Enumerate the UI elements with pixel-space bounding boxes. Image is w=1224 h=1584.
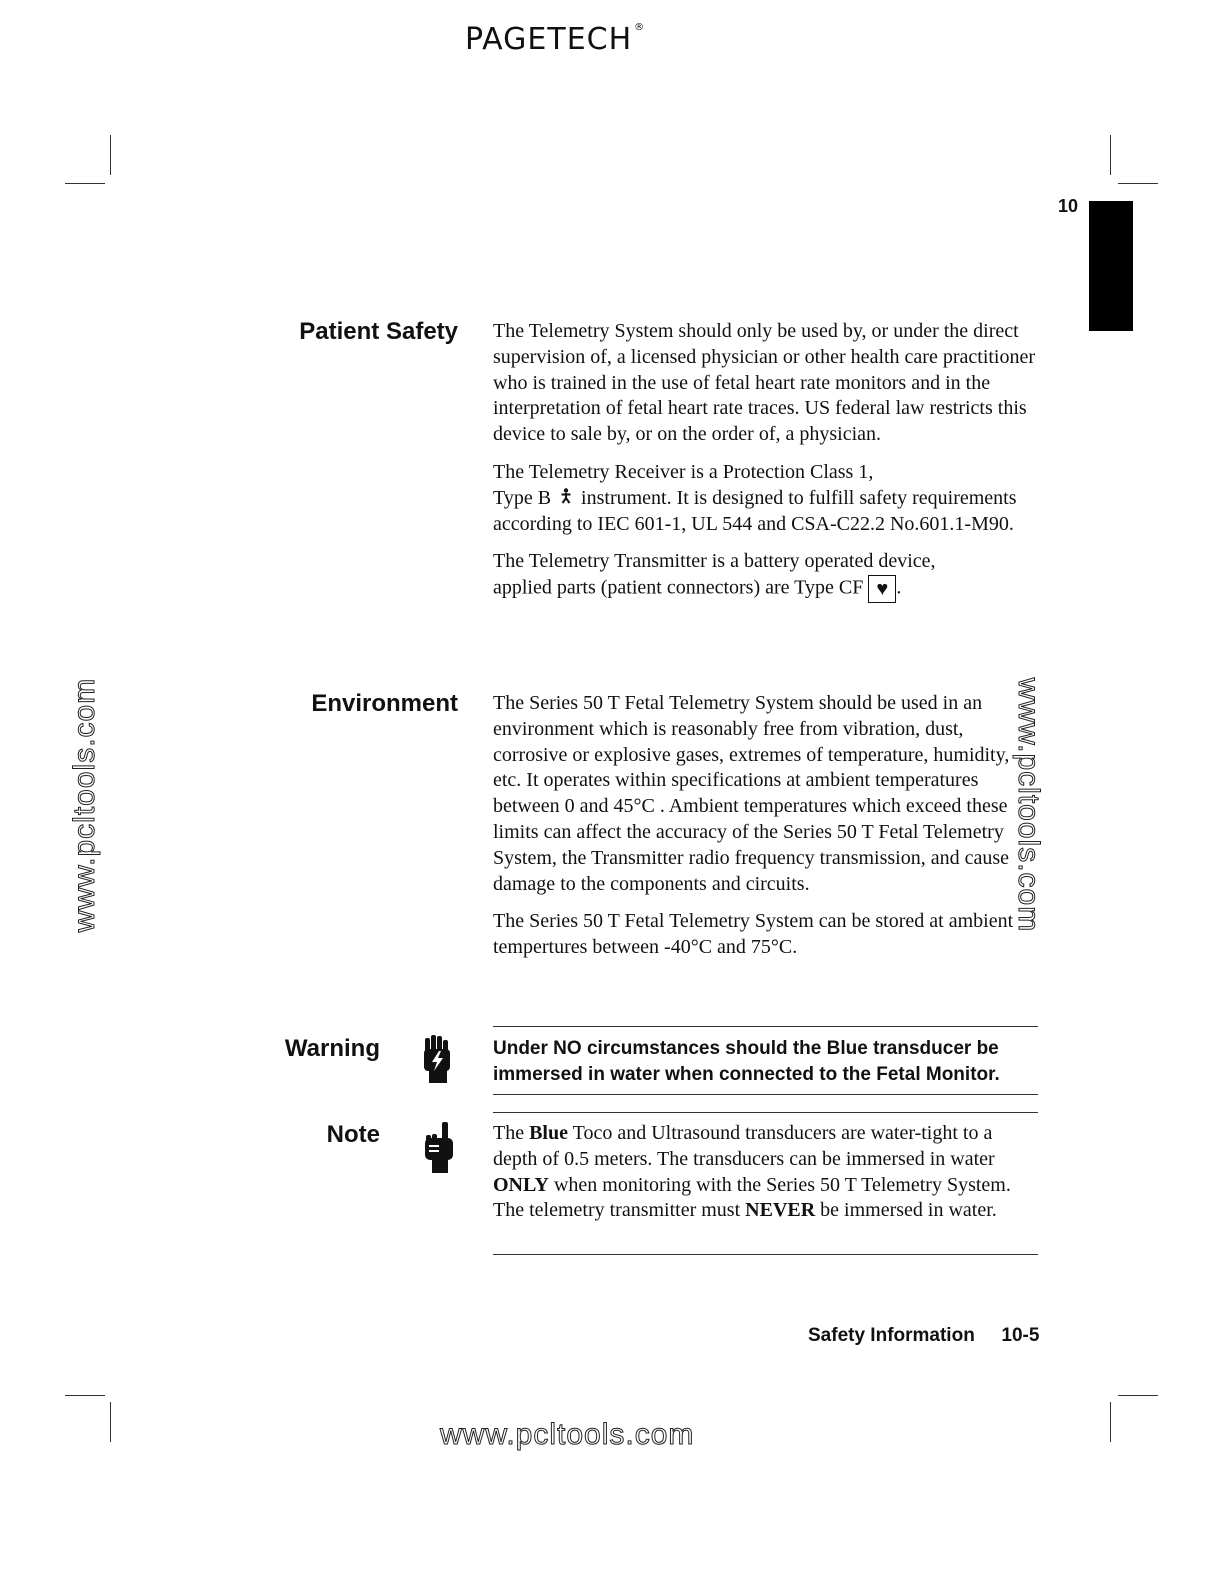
patient-safety-paragraph-2 — [493, 460, 1038, 537]
warning-line-2: immersed in water when connected to the Fetal Monitor. — [493, 1064, 1000, 1085]
crop-mark — [1118, 1395, 1158, 1396]
note-text-2: Toco and Ultrasound transducers are water-tight to a depth of 0.5 meters. The transducers can be immersed in water — [493, 1122, 995, 1170]
crop-mark — [65, 183, 105, 184]
warning-hand-icon — [420, 1035, 456, 1090]
p2-rest: instrument. It is designed to fulfill safety requirements according to IEC 601-1, UL 544 and CSA-C22.2 No.601.1-M90. — [493, 486, 1017, 535]
p3-line1: The Telemetry Transmitter is a battery operated device, — [493, 550, 936, 573]
patient-safety-paragraph-1: The Telemetry System should only be used by, or under the direct supervision of, a licensed physician or other health care practitioner who is trained in the use of fetal heart rate monitors and in the interpretation of fetal heart rate traces. US federal law restricts this device to sale by, or on the order of, a physician. — [493, 320, 1036, 446]
note-text-4: be immersed in water. — [815, 1199, 997, 1222]
p3-end: . — [896, 576, 902, 599]
crop-mark — [65, 1395, 105, 1396]
note-heading: Note — [326, 1121, 380, 1148]
chapter-number: 10 — [1058, 196, 1079, 216]
warning-bottom-rule — [493, 1094, 1038, 1095]
heart-icon: ♥ — [868, 575, 896, 603]
patient-safety-section — [493, 319, 1053, 603]
logo-text: PAGETECH — [465, 22, 633, 57]
watermark-right: www.pcltools.com — [1012, 677, 1045, 933]
warning-top-rule — [493, 1026, 1038, 1027]
patient-safety-paragraph-3 — [493, 549, 1038, 603]
note-text-1: The — [493, 1122, 530, 1144]
page-footer — [808, 1325, 1039, 1347]
footer-page-number: 10-5 — [1001, 1325, 1040, 1346]
environment-paragraph-1: The Series 50 T Fetal Telemetry System should be used in an environment which is reasonably free from vibration, dust, corrosive or explosive gases, extremes of temperature, humidity, etc. It operates within specifications at ambient temperatures between 0 and 45°C . Ambient temperatures which exceed these limits can affect the accuracy of the Series 50 T Fetal Telemetry System, the Transmitter radio frequency transmission, and cause damage to the components and circuits. — [493, 692, 1010, 895]
environment-paragraph-2: The Series 50 T Fetal Telemetry System can be stored at ambient tempertures between -40°C and 75°C. — [493, 910, 1014, 959]
p2-line1: The Telemetry Receiver is a Protection Class 1, — [493, 460, 874, 483]
crop-mark — [1118, 183, 1158, 184]
logo-registered-mark: ® — [634, 22, 646, 33]
warning-text — [493, 1036, 1038, 1088]
warning-line-1: Under NO circumstances should the Blue transducer be — [493, 1038, 999, 1059]
note-bottom-rule — [493, 1254, 1038, 1255]
note-bold-blue: Blue — [529, 1122, 568, 1144]
watermark-bottom: www.pcltools.com — [440, 1418, 695, 1451]
note-hand-icon — [422, 1122, 458, 1179]
person-icon — [556, 486, 576, 512]
warning-heading: Warning — [284, 1035, 380, 1062]
note-section — [493, 1121, 1053, 1224]
p3-line2: applied parts (patient connectors) are Type CF — [493, 576, 864, 599]
note-paragraph — [493, 1121, 1021, 1224]
note-bold-never: NEVER — [745, 1199, 816, 1222]
patient-safety-heading: Patient Safety — [299, 318, 458, 345]
crop-mark — [110, 1402, 111, 1442]
crop-mark — [1110, 1402, 1111, 1442]
environment-section — [493, 691, 1053, 961]
note-bold-only: ONLY — [493, 1173, 549, 1196]
pagetech-logo — [465, 22, 645, 57]
p2-type-b: Type B — [493, 486, 552, 509]
watermark-left: www.pcltools.com — [68, 677, 101, 933]
note-text-3: when monitoring with the Series 50 T Telemetry System. The telemetry transmitter must — [493, 1173, 1011, 1222]
crop-mark — [1110, 135, 1111, 175]
note-top-rule — [493, 1112, 1038, 1113]
environment-heading: Environment — [311, 690, 458, 717]
footer-section-title: Safety Information — [808, 1325, 975, 1346]
chapter-tab — [1089, 201, 1133, 331]
crop-mark — [110, 135, 111, 175]
